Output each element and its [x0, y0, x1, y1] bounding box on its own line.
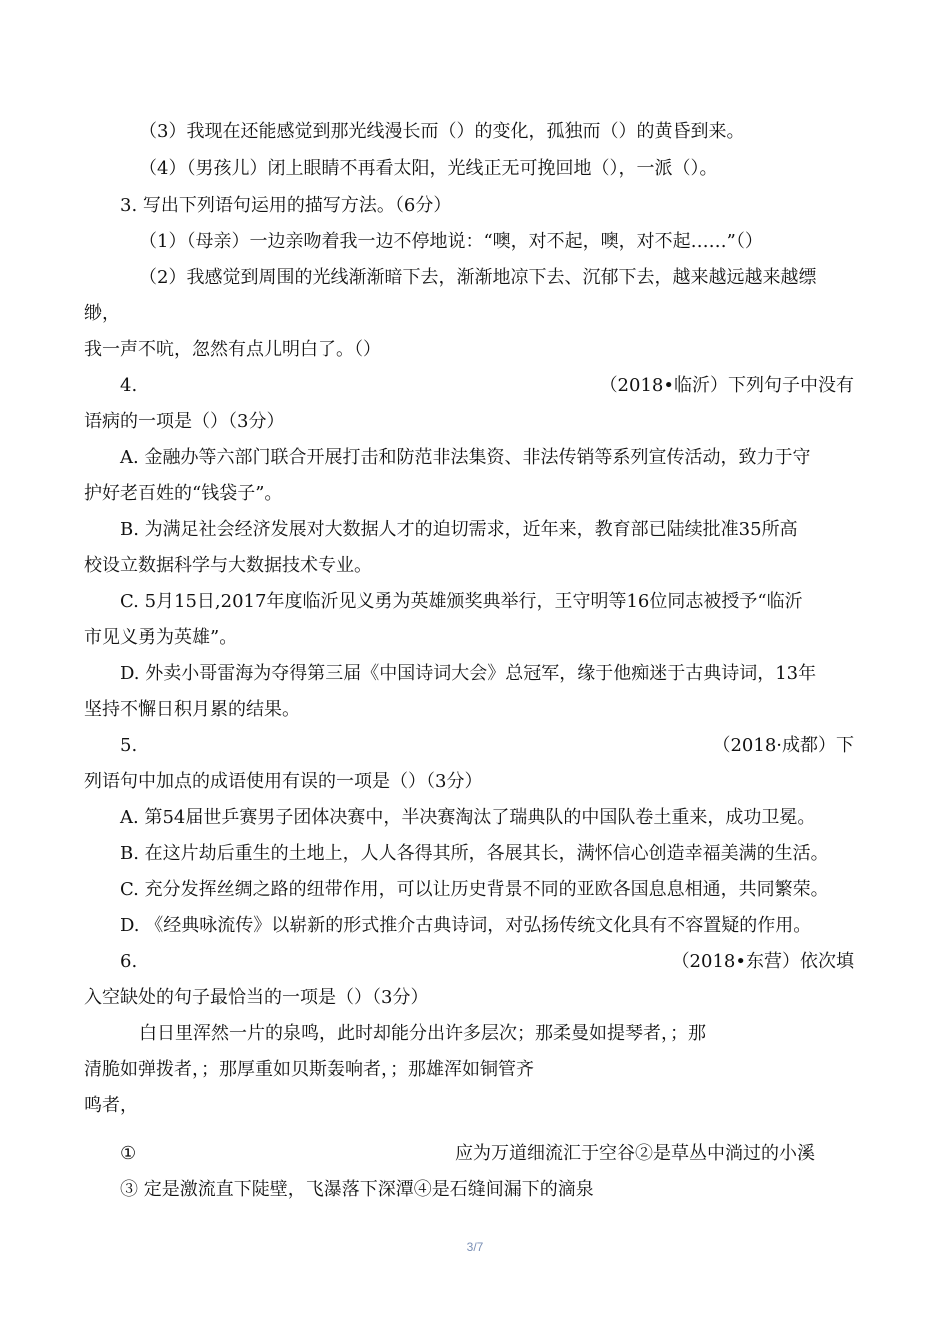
q4-option-d-line-2: 坚持不懈日积月累的结果。	[84, 699, 300, 720]
page-number: 3/7	[466, 1240, 484, 1254]
q4-option-a-line-2: 护好老百姓的“钱袋子”。	[84, 483, 283, 504]
q5-option-c: C. 充分发挥丝绸之路的纽带作用，可以让历史背景不同的亚欧各国息息相通，共同繁荣。	[120, 879, 829, 900]
q6-choice-1-marker: ①	[120, 1143, 137, 1164]
q6-stem: 入空缺处的句子最恰当的一项是（）（3分）	[84, 987, 429, 1008]
q5-number: 5.	[120, 735, 138, 756]
q6-choices-line-1	[0, 1142, 950, 1166]
q3-item-2-line-1: （2）我感觉到周围的光线渐渐暗下去，渐渐地凉下去、沉郁下去，越来越远越来越缥	[139, 267, 817, 288]
q4-option-c-line-2: 市见义勇为英雄”。	[84, 627, 238, 648]
q4-option-b-line-1: B. 为满足社会经济发展对大数据人才的迫切需求，近年来，教育部已陆续批准35所高	[120, 519, 798, 540]
q6-passage-line-2: 清脆如弹拨者，；那厚重如贝斯轰响者，；那雄浑如铜管齐	[84, 1059, 534, 1080]
q5-option-a: A. 第54届世乒赛男子团体决赛中，半决赛淘汰了瑞典队的中国队卷土重来，成功卫冕。	[120, 807, 816, 828]
q4-option-b-line-2: 校设立数据科学与大数据技术专业。	[84, 555, 372, 576]
q3-heading: 3. 写出下列语句运用的描写方法。（6分）	[120, 195, 452, 216]
q6-passage-line-3: 鸣者，	[84, 1095, 138, 1116]
q5-stem: 列语句中加点的成语使用有误的一项是（）（3分）	[84, 771, 483, 792]
q4-source: （2018•临沂）下列句子中没有	[599, 375, 854, 396]
q6-number: 6.	[120, 951, 138, 972]
q4-option-c-line-1: C. 5月15日,2017年度临沂见义勇为英雄颁奖典举行，王守明等16位同志被授予“临沂	[120, 591, 803, 612]
q6-choices-line-2: ③ 定是激流直下陡壁，飞瀑落下深潭④是石缝间漏下的滴泉	[120, 1179, 594, 1200]
q4-stem: 语病的一项是（）（3分）	[84, 411, 285, 432]
q5-source: （2018·成都）下	[712, 735, 854, 756]
q6-source: （2018•东营）依次填	[671, 951, 854, 972]
q6-passage-line-1: 白日里浑然一片的泉鸣，此时却能分出许多层次；那柔曼如提琴者，；那	[139, 1023, 706, 1044]
q4-option-d-line-1: D. 外卖小哥雷海为夺得第三届《中国诗词大会》总冠军，缘于他痴迷于古典诗词，13年	[120, 663, 817, 684]
q3-item-2-line-2: 缈，	[84, 303, 120, 324]
q3-item-2-line-3: 我一声不吭，忽然有点儿明白了。（）	[84, 339, 381, 360]
q5-option-d: D. 《经典咏流传》以崭新的形式推介古典诗词，对弘扬传统文化具有不容置疑的作用。	[120, 915, 812, 936]
q6-choices-text: 应为万道细流汇于空谷②是草丛中淌过的小溪	[455, 1143, 815, 1164]
q2-item-4: （4）（男孩儿）闭上眼睛不再看太阳，光线正无可挽回地（），一派（）。	[139, 158, 718, 179]
q4-option-a-line-1: A. 金融办等六部门联合开展打击和防范非法集资、非法传销等系列宣传活动，致力于守	[120, 447, 811, 468]
q5-option-b: B. 在这片劫后重生的土地上，人人各得其所，各展其长，满怀信心创造幸福美满的生活。	[120, 843, 829, 864]
q2-item-3: （3）我现在还能感觉到那光线漫长而（）的变化，孤独而（）的黄昏到来。	[139, 121, 745, 142]
q4-number: 4.	[120, 375, 138, 396]
q3-item-1: （1）（母亲）一边亲吻着我一边不停地说：“噢，对不起，噢，对不起……”（）	[139, 231, 763, 252]
